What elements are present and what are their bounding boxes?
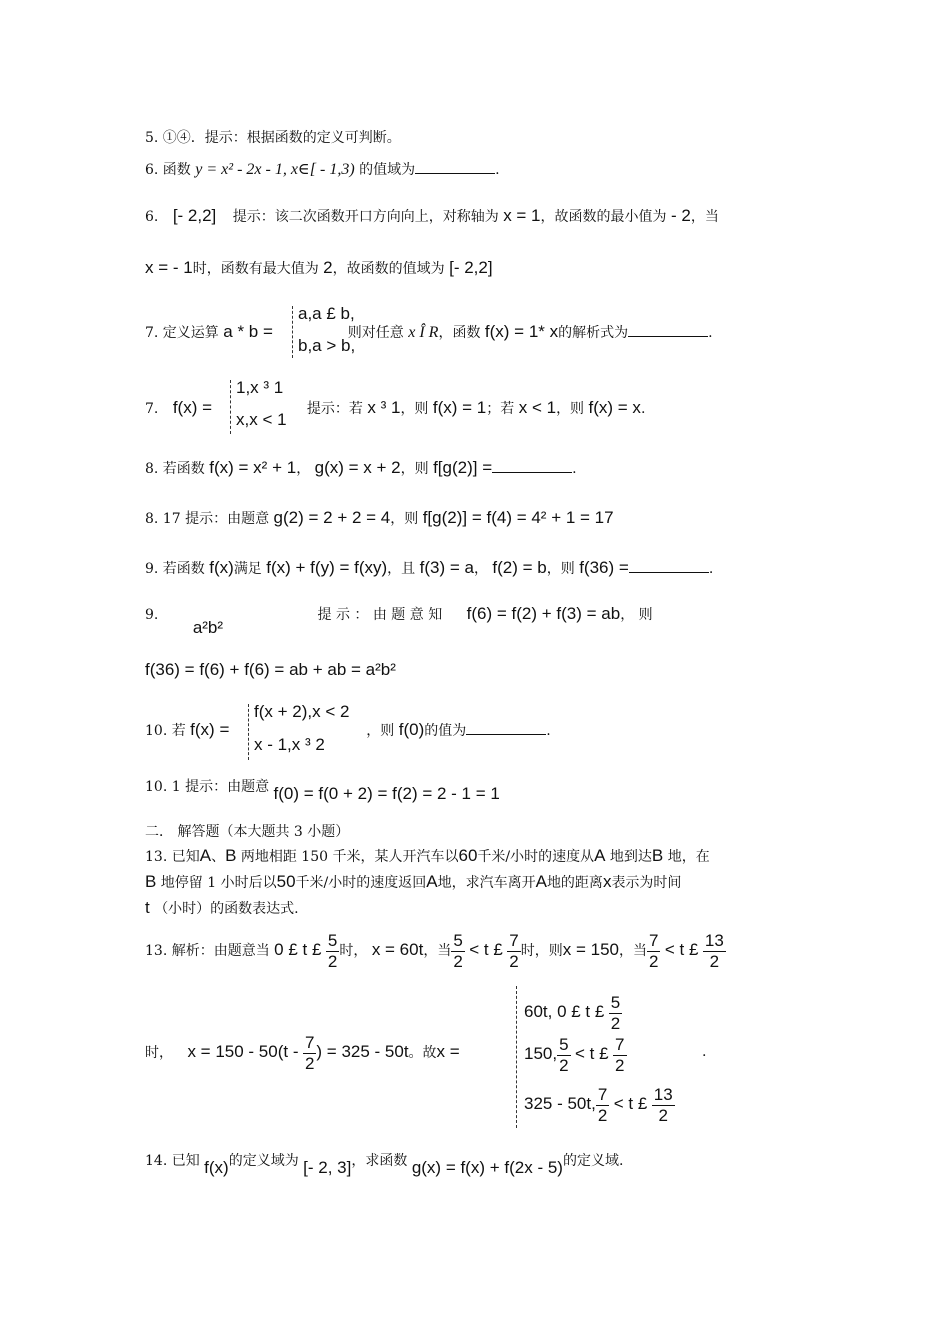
text: ， 则 [620, 607, 653, 623]
fraction-5-2 [451, 931, 464, 972]
fraction-numerator: 5 [610, 992, 621, 1012]
line-10-question: 10. 若 f(x) = ，则 f(0)的值为 . [145, 720, 551, 739]
math: x = 150 [562, 940, 619, 959]
math: [- 2,2] [172, 206, 217, 225]
text: 的定义域. [562, 1153, 624, 1169]
text: ，当 [690, 209, 719, 225]
math: g(x) = f(x) + f(2x - 5) [411, 1158, 563, 1177]
math: x < 1 [518, 398, 557, 417]
problem-13-line-2 [145, 872, 681, 893]
text: ，求函数 [351, 1153, 408, 1169]
math: f(36) = f(6) + f(6) = ab + ab = a²b² [145, 660, 396, 679]
math: a²b² [192, 618, 224, 637]
math: f(x) = 1* x [484, 322, 559, 341]
answer-blank [628, 324, 708, 337]
math: f(x) = [190, 720, 230, 739]
line-6-answer-cont [145, 258, 493, 279]
fraction-denominator: 2 [509, 951, 519, 971]
text: ，且 [387, 561, 416, 577]
period: . [702, 1044, 707, 1060]
math: f(6) = f(2) + f(3) = ab [466, 604, 621, 623]
text: ，则 [390, 511, 419, 527]
math: A [199, 846, 212, 865]
math: f(x) [209, 558, 234, 577]
problem-14 [145, 1150, 624, 1177]
text: 7. [145, 401, 159, 417]
line-7-question: 7. 定义运算 a * b = 则对任意 x Î R，函数 f(x) = 1* x的解析式为 . [145, 322, 713, 341]
text: ，则 [546, 561, 575, 577]
math: 2 [323, 258, 333, 277]
text: 地，求汽车离开 [437, 875, 536, 891]
math: A [426, 872, 438, 891]
math: < t £ [664, 940, 699, 959]
math: B [651, 846, 664, 865]
text: 则对任意 [347, 325, 404, 341]
math: t [145, 898, 150, 917]
text: 、 [211, 849, 226, 865]
text: 提示：若 [306, 401, 363, 417]
math: g(x) = x + 2 [314, 458, 401, 477]
text: 提 示 ： 由 题 意 知 [317, 607, 443, 623]
fraction-numerator: 7 [648, 930, 659, 950]
math: a * b = [223, 322, 273, 341]
math: f(2) = b [492, 558, 547, 577]
text: ；若 [486, 401, 515, 417]
text: 10. 1 提示：由题意 [145, 779, 270, 795]
line-5-answer [145, 128, 401, 148]
text: 7. 定义运算 [145, 325, 219, 341]
fraction-denominator: 2 [453, 951, 463, 971]
line-8-answer [145, 508, 614, 529]
fraction-denominator: 2 [610, 1013, 621, 1033]
line-7-answer: 7. f(x) = 提示：若 x ³ 1，则 f(x) = 1；若 x < 1，则 f(x) = x. [145, 398, 646, 417]
fraction-denominator: 2 [615, 1055, 625, 1075]
fraction-5-2 [557, 1035, 570, 1076]
text: ，故函数的值域为 [332, 261, 445, 277]
text: 时， [339, 943, 368, 959]
text: 13. 解析：由题意当 [145, 943, 270, 959]
math: 50 [276, 872, 296, 891]
text: ，当 [618, 943, 647, 959]
math: 60t, 0 £ t £ [524, 1002, 605, 1021]
line-9-answer-cont [145, 660, 396, 681]
text: ，函数 [438, 325, 481, 341]
text: ，则 [400, 461, 429, 477]
math: [- 2,2] [449, 258, 493, 277]
piecewise-case: x - 1,x ³ 2 [254, 735, 325, 754]
math: 150, [524, 1044, 558, 1063]
fraction-7-2 [613, 1035, 626, 1076]
fraction-numerator: 7 [615, 1034, 625, 1054]
text: 8. 17 提示：由题意 [145, 511, 270, 527]
brace-line [248, 704, 249, 760]
text: 的值域为 [359, 162, 416, 178]
fraction-numerator: 13 [704, 930, 724, 950]
math: f(x) + f(y) = f(xy) [266, 558, 388, 577]
math: x ³ 1 [367, 398, 401, 417]
math: B [225, 846, 237, 865]
fraction-numerator: 13 [653, 1084, 673, 1104]
fraction-numerator: 5 [453, 930, 463, 950]
text: 千米/小时的速度返回 [295, 875, 427, 891]
math: x [602, 872, 612, 891]
brace-line [230, 380, 231, 434]
math: A [594, 846, 606, 865]
brace-line [292, 306, 293, 358]
line-9-answer [145, 604, 653, 637]
math: f(0) = f(0 + 2) = f(2) = 2 - 1 = 1 [273, 784, 500, 803]
text: ，则 [366, 723, 395, 739]
text: 两地相距 150 千米，某人开汽车以 [240, 849, 459, 865]
piecewise-case: b,a > b, [298, 336, 356, 355]
fraction-13-2 [703, 931, 726, 972]
line-8-question: 8. 若函数 f(x) = x² + 1， g(x) = x + 2，则 f[g(2)] = . [145, 458, 577, 477]
fraction-denominator: 2 [327, 951, 338, 971]
math: < t £ [469, 940, 503, 959]
text: ，则 [556, 401, 585, 417]
fraction-5-2 [326, 931, 339, 972]
text: 的解析式为 [558, 325, 629, 341]
math: 0 £ t £ [274, 940, 322, 959]
math: B [145, 872, 157, 891]
text: ，则 [400, 401, 429, 417]
math: f(x) = x [588, 398, 641, 417]
text: 时，则 [520, 943, 563, 959]
fraction-denominator: 2 [658, 1105, 668, 1125]
math: f(x) = x² + 1 [209, 458, 297, 477]
math: x = 150 - 50(t - [187, 1042, 299, 1061]
piecewise-case-1 [524, 990, 622, 1035]
problem-13-line-3 [145, 898, 299, 919]
text: 地停留 1 小时后以 [160, 875, 277, 891]
section-heading [145, 822, 349, 842]
text: ，当 [423, 943, 452, 959]
text: 8. 若函数 [145, 461, 205, 477]
fraction-denominator: 2 [559, 1055, 569, 1075]
problem-13-line-1 [145, 846, 710, 867]
math: f(x) = [172, 398, 213, 417]
fraction-denominator: 2 [597, 1105, 608, 1125]
text: 9. 若函数 [145, 561, 205, 577]
brace-line [516, 986, 517, 1128]
text: （小时）的函数表达式. [154, 901, 299, 917]
math: f(x) = 1 [432, 398, 487, 417]
fraction-numerator: 7 [597, 1084, 608, 1104]
math: x = 60t [371, 940, 424, 959]
piecewise-case: f(x + 2),x < 2 [254, 702, 350, 721]
fraction-7-2 [596, 1085, 609, 1126]
fraction-numerator: 7 [509, 930, 519, 950]
math: y = x² - 2x - 1, x∈[ - 1,3) [195, 161, 355, 178]
line-6-answer [145, 206, 719, 227]
answer-blank [415, 161, 495, 174]
math: f(0) [398, 720, 425, 739]
text: 表示为时间 [611, 875, 682, 891]
fraction-numerator: 7 [304, 1032, 315, 1052]
line-9-question: 9. 若函数 f(x)满足 f(x) + f(y) = f(xy)，且 f(3) = a， f(2) = b，则 f(36) = . [145, 558, 714, 577]
text: 6. 函数 [145, 162, 191, 178]
text: 的定义域为 [228, 1153, 299, 1169]
text: 二． 解答题（本大题共 3 小题） [145, 824, 350, 840]
piecewise-case: a,a £ b, [298, 304, 355, 323]
text: 满足 [233, 561, 262, 577]
text: 13. 已知 [145, 849, 200, 865]
fraction-denominator: 2 [304, 1053, 315, 1073]
fraction-7-2 [507, 931, 520, 972]
fraction-7-2 [647, 931, 660, 972]
math: < t £ [575, 1044, 609, 1063]
math: f[g(2)] = [433, 458, 493, 477]
math: f(x) [204, 1158, 229, 1177]
text: 提示：该二次函数开口方向向上，对称轴为 [232, 209, 499, 225]
fraction-13-2 [652, 1085, 675, 1126]
math: [- 2, 3] [303, 1158, 352, 1177]
text: 10. 若 [145, 723, 186, 739]
text: 地的距离 [546, 875, 603, 891]
text: 地，在 [667, 849, 710, 865]
math: x = 1 [503, 206, 541, 225]
math: 325 - 50t, [524, 1094, 596, 1113]
solution-13-line-1 [145, 928, 726, 973]
math: ) = 325 - 50t [316, 1042, 409, 1061]
math: A [535, 872, 547, 891]
text: 9. [145, 607, 159, 623]
math: 60 [458, 846, 478, 865]
solution-13-line-2 [145, 1030, 460, 1075]
text: 的值为 [424, 723, 467, 739]
answer-blank [466, 722, 546, 735]
text: 时， [145, 1045, 173, 1061]
math: x Î R [408, 324, 439, 341]
answer-blank [492, 460, 572, 473]
fraction-denominator: 2 [709, 951, 720, 971]
text: 6. [145, 209, 159, 225]
text: 。故 [408, 1045, 437, 1061]
piecewise-case: 1,x ³ 1 [236, 378, 284, 397]
fraction-numerator: 5 [327, 930, 338, 950]
fraction-5-2 [609, 993, 622, 1034]
text: 地到达 [609, 849, 652, 865]
text: 千米/小时的速度从 [477, 849, 595, 865]
math: x = - 1 [145, 258, 193, 277]
piecewise-case-2 [524, 1032, 627, 1077]
math: x = [436, 1042, 460, 1061]
math: - 2 [670, 206, 691, 225]
line-10-answer [145, 776, 500, 803]
math: < t £ [613, 1094, 648, 1113]
text: 时，函数有最大值为 [192, 261, 319, 277]
piecewise-case: x,x < 1 [236, 410, 287, 429]
math: f(36) = [579, 558, 629, 577]
math: f(3) = a [419, 558, 474, 577]
math: f[g(2)] = f(4) = 4² + 1 = 17 [422, 508, 614, 527]
fraction-denominator: 2 [648, 951, 659, 971]
answer-blank [629, 560, 709, 573]
text: ，故函数的最小值为 [540, 209, 667, 225]
line-6-question: 6. 函数 y = x² - 2x - 1, x∈[ - 1,3) 的值域为 . [145, 161, 500, 178]
fraction-numerator: 5 [559, 1034, 569, 1054]
math: g(2) = 2 + 2 = 4 [273, 508, 391, 527]
text: 5. ①④．提示：根据函数的定义可判断。 [145, 130, 401, 146]
piecewise-case-3 [524, 1082, 675, 1127]
text: 14. 已知 [145, 1153, 200, 1169]
fraction-7-2 [303, 1033, 316, 1074]
